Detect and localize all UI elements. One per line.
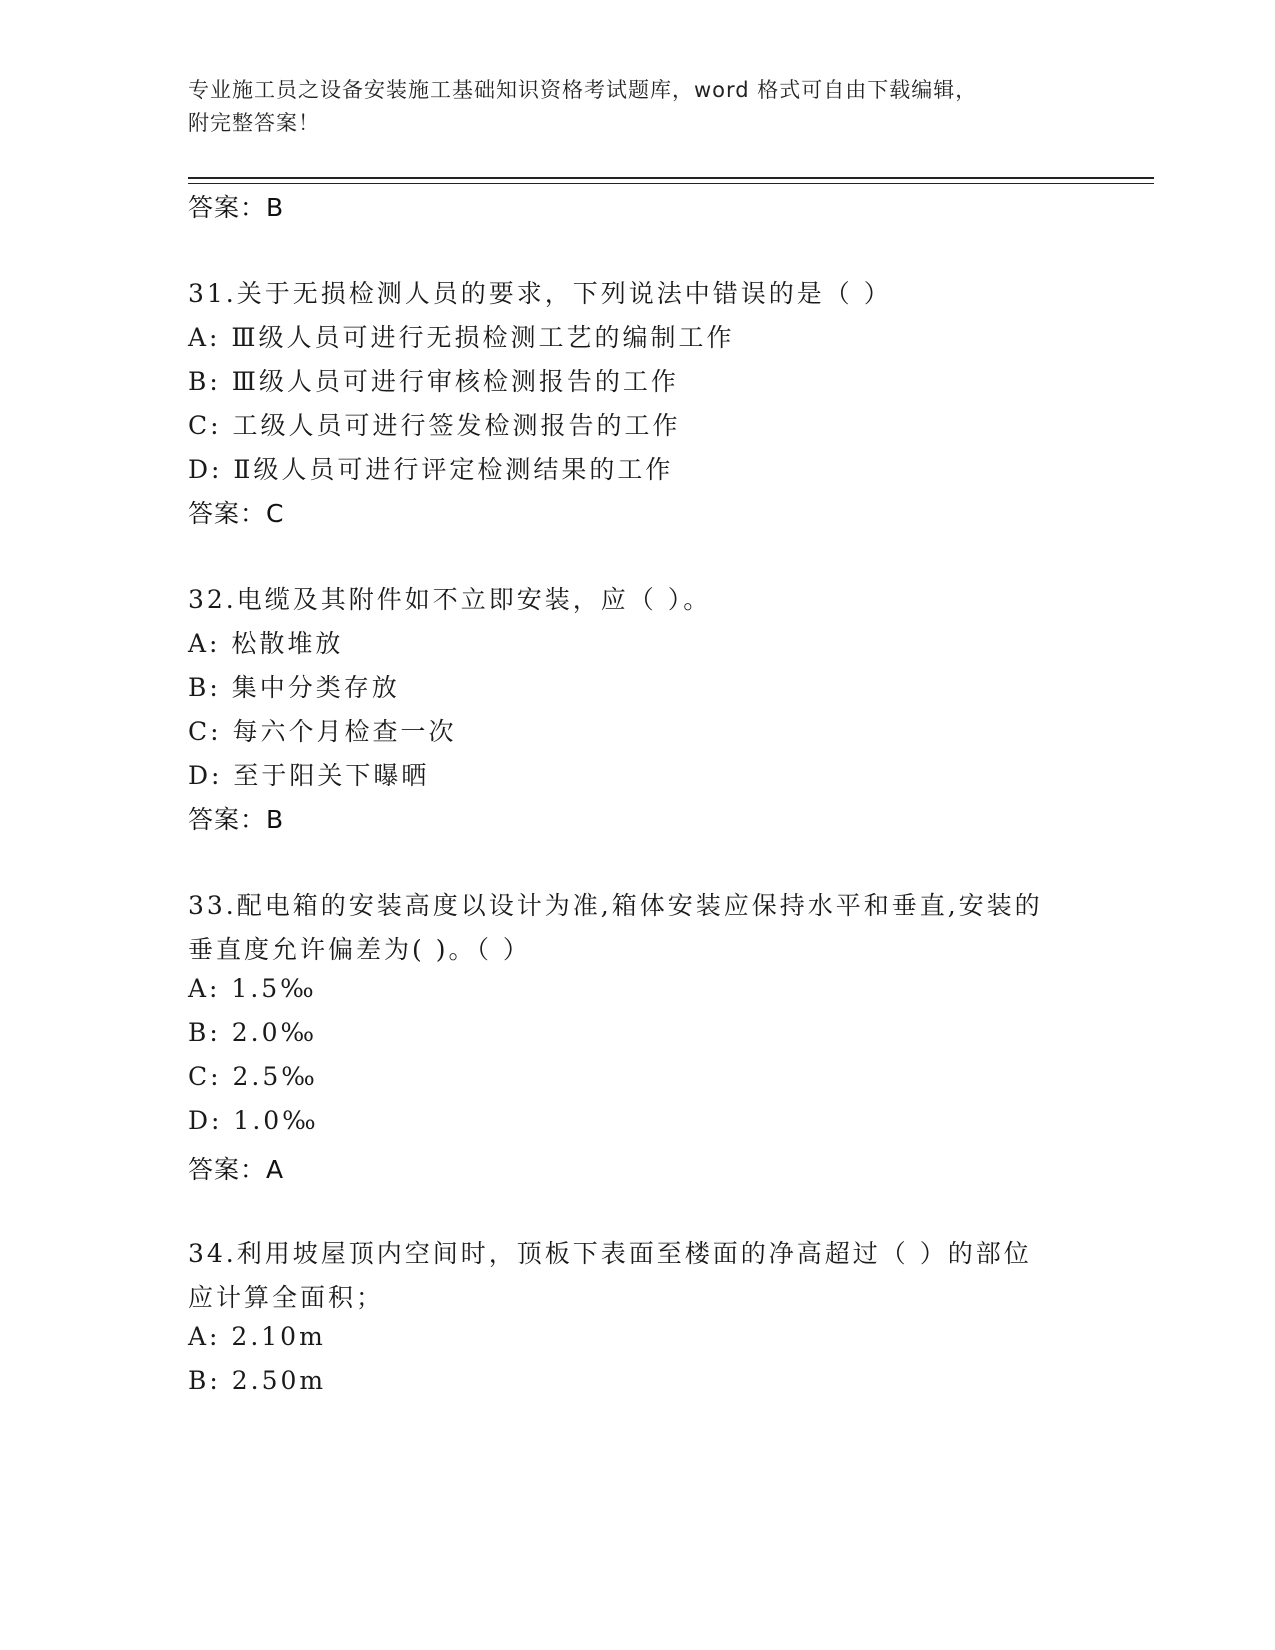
question-stem-line-1: 33.配电箱的安装高度以设计为准,箱体安装应保持水平和垂直,安装的: [188, 891, 1043, 920]
header-line-2: 附完整答案！: [188, 111, 320, 135]
option-b: B: 2.50m: [188, 1366, 327, 1395]
answer-previous: 答案：B: [188, 193, 285, 222]
question-stem-line-2: 垂直度允许偏差为( )。（ ）: [188, 935, 531, 964]
option-c: C: 每六个月检查一次: [188, 717, 457, 746]
header-rule-thin: [188, 183, 1154, 184]
answer: 答案：A: [188, 1155, 285, 1184]
document-header: [188, 74, 1088, 140]
option-a: A: Ⅲ级人员可进行无损检测工艺的编制工作: [188, 323, 735, 352]
question-stem-line-2: 应计算全面积；: [188, 1283, 385, 1312]
option-a: A: 1.5‰: [188, 974, 317, 1003]
option-c: C: 工级人员可进行签发检测报告的工作: [188, 411, 681, 440]
option-d: D: Ⅱ级人员可进行评定检测结果的工作: [188, 455, 674, 484]
option-b: B: 集中分类存放: [188, 673, 400, 702]
question-stem-line-1: 34.利用坡屋顶内空间时，顶板下表面至楼面的净高超过（ ）的部位: [188, 1239, 1032, 1268]
question-stem: 31.关于无损检测人员的要求，下列说法中错误的是（ ）: [188, 279, 892, 308]
option-a: A: 松散堆放: [188, 629, 344, 658]
option-a: A: 2.10m: [188, 1322, 326, 1351]
option-b: B: 2.0‰: [188, 1018, 318, 1047]
header-rule-thick: [188, 177, 1154, 179]
answer: 答案：B: [188, 805, 285, 834]
option-b: B: Ⅲ级人员可进行审核检测报告的工作: [188, 367, 679, 396]
question-stem: 32.电缆及其附件如不立即安装，应（ ）。: [188, 585, 712, 614]
option-d: D: 至于阳关下曝晒: [188, 761, 430, 790]
option-c: C: 2.5‰: [188, 1062, 318, 1091]
answer: 答案：C: [188, 499, 285, 528]
header-line-1: 专业施工员之设备安装施工基础知识资格考试题库，word 格式可自由下载编辑，: [188, 78, 978, 102]
option-d: D: 1.0‰: [188, 1106, 319, 1135]
